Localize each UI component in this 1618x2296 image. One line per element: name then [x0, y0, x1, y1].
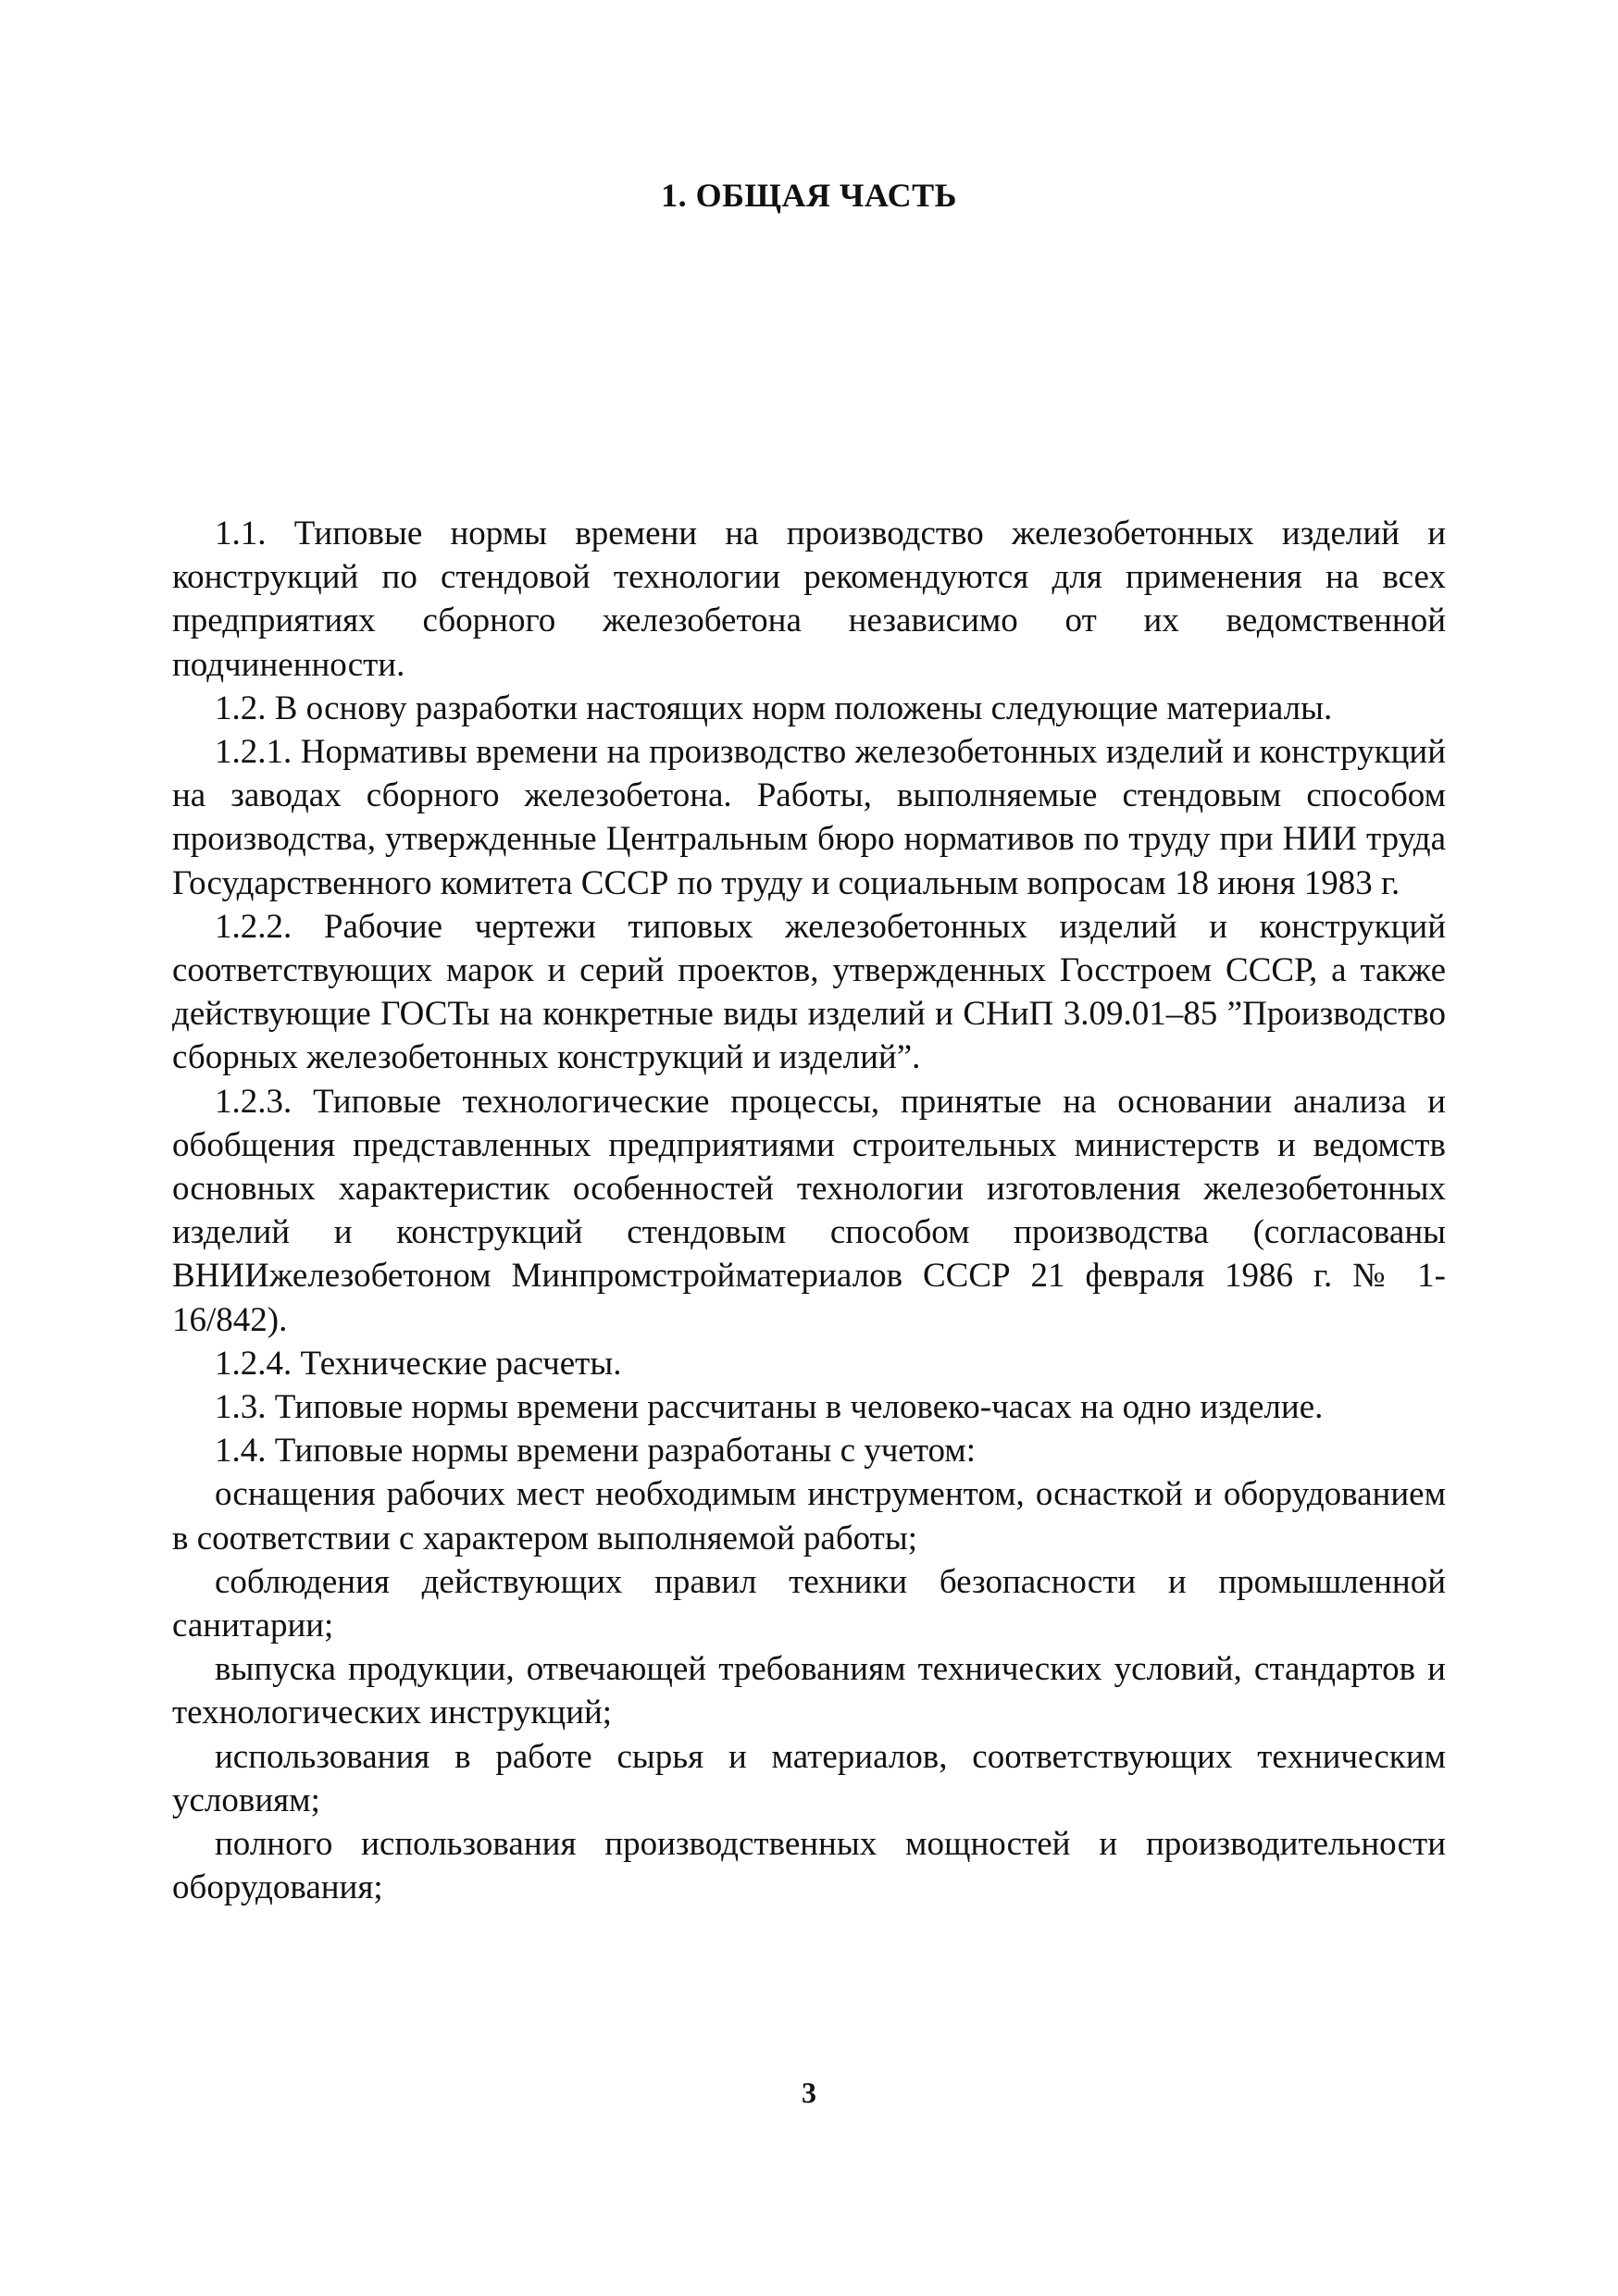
paragraph-1-2-1: 1.2.1. Нормативы времени на производство железобетонных изделий и конструкций на заводах сборного железобетона. Работы, выполняемые стендовым способом производства, утвержденные Центральным бюро нормативов по труду при НИИ труда Государственного комитета СССР по труду и социальным вопросам 18 июня 1983 г.: [172, 733, 1446, 902]
list-item-safety: соблюдения действующих правил техники безопасности и промышленной санитарии;: [172, 1562, 1446, 1645]
page-number: 3: [802, 2076, 816, 2109]
list-item-standards: выпуска продукции, отвечающей требованиям технических условий, стандартов и технологических инструкций;: [172, 1650, 1446, 1732]
list-item-equipment: оснащения рабочих мест необходимым инструментом, оснасткой и оборудованием в соответствии с характером выполняемой работы;: [172, 1475, 1446, 1558]
paragraph-1-2-4: 1.2.4. Технические расчеты.: [215, 1344, 622, 1383]
paragraph-1-1: 1.1. Типовые нормы времени на производство железобетонных изделий и конструкций по стендовой технологии рекомендуются для применения на всех предприятиях сборного железобетона независимо от их ведомственной подчиненности.: [172, 515, 1446, 684]
paragraph-1-2-2: 1.2.2. Рабочие чертежи типовых железобетонных изделий и конструкций соответствующих марок и серий проектов, утвержденных Госстроем СССР, а также действующие ГОСТы на конкретные виды изделий и СНиП 3.09.01–85 ”Производство сборных железобетонных конструкций и изделий”.: [172, 907, 1446, 1077]
paragraph-1-2-3: 1.2.3. Типовые технологические процессы, принятые на основании анализа и обобщения представленных предприятиями строительных министерств и ведомств основных характеристик особенностей технологии изготовления железобетонных изделий и конструкций стендовым способом производства (согласованы ВНИИжелезобетоном Минпромстройматериалов СССР 21 февраля 1986 г. № 1-16/842).: [172, 1082, 1446, 1339]
paragraph-1-2: 1.2. В основу разработки настоящих норм положены следующие материалы.: [215, 689, 1333, 727]
paragraph-1-4: 1.4. Типовые нормы времени разработаны с учетом:: [215, 1432, 977, 1471]
list-item-capacity: полного использования производственных мощностей и производительности оборудования;: [172, 1825, 1446, 1907]
section-heading: 1. ОБЩАЯ ЧАСТЬ: [661, 177, 957, 214]
body-text: [172, 512, 1446, 1910]
list-item-materials: использования в работе сырья и материалов, соответствующих техническим условиям;: [172, 1737, 1446, 1819]
paragraph-1-3: 1.3. Типовые нормы времени рассчитаны в человеко-часах на одно изделие.: [215, 1388, 1324, 1427]
